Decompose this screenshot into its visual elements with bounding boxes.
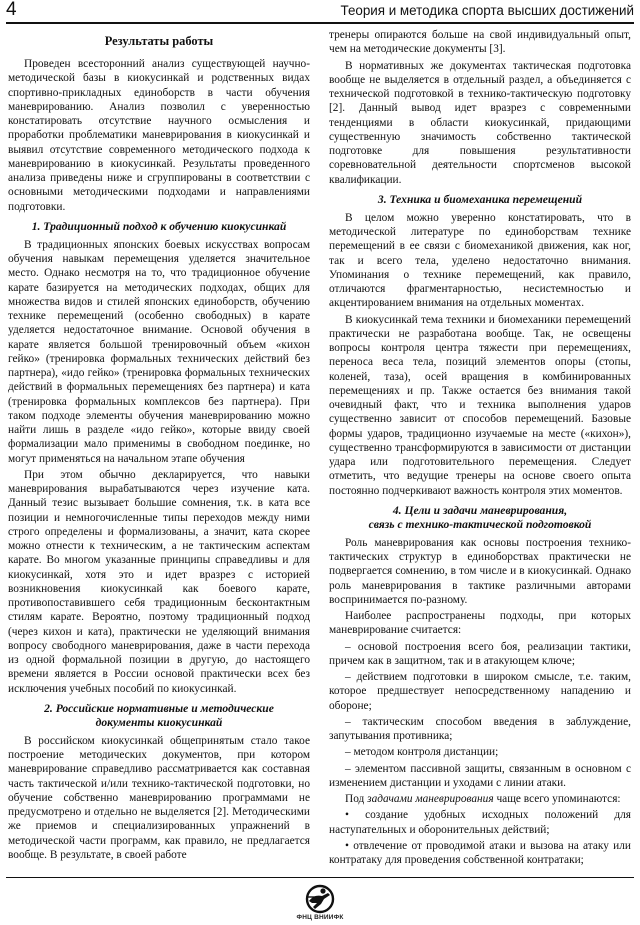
tasks-lead-after: чаще всего упоминаются:: [493, 793, 621, 805]
paragraph: Роль маневрирования как основы построения технико-тактических структур в единоборствах практически не подвергается сомнению, в том числе и в киокусинкай. Однако роль маневрирования в тактике различными авторами воспринимается по-разному.: [329, 536, 631, 606]
subsection-4-title-line1: 4. Цели и задачи маневрирования,: [392, 503, 568, 517]
paragraph: В российском киокусинкай общепринятым стало такое построение методических документов, при котором маневрирование справедливо рассматривается как составная часть тактической и/или технико-тактической подготовки, но обучение собственно маневрированию программами не предусмотрено и отдельно не выделяется [2]. Методическими же приемов и специализированных упражнений в методической части программ, как правило, не предлагается вообще. В результате, в своей работе: [8, 734, 310, 861]
paragraph: В киокусинкай тема техники и биомеханики перемещений практически не разработана вообще. Так, не освещены вопросы контроля центра тяжести при перемещениях, переноса веса тела, позиций элементов опоры (стопы, коленей, таза), осей вращения в комбинированных перемещениях и пр. Также остается без внимания такой очевидный факт, что и техника выполнения ударов существенно зависит от способов перемещений. Базовые формы ударов, традиционно изучаемые на месте («кихон»), существенно трансформируются в зависимости от дистанции удара или подготовительного перемещения. Следует отметить, что ведущие тренеры на основе своего опыта постоянно подчеркивают важность контроля этих моментов.: [329, 313, 631, 497]
running-title: Теория и методика спорта высших достижений: [340, 3, 634, 18]
list-item: – основой построения всего боя, реализации тактики, причем как в защитном, так и в атакующем ключе;: [329, 640, 631, 667]
paragraph: Наиболее распространены подходы, при которых маневрирование считается:: [329, 610, 631, 637]
footer-logo: [280, 884, 360, 924]
subsection-4-title: [329, 504, 631, 532]
subsection-2-title-line1: 2. Российские нормативные и методические: [44, 701, 274, 715]
subsection-4-title-line2: связь с технико-тактической подготовкой: [368, 517, 592, 531]
left-column: [8, 30, 310, 872]
footer-rule: [6, 877, 634, 878]
header-rule: [6, 22, 634, 24]
vniifk-logo-icon: [303, 884, 337, 914]
subsection-3-title: 3. Техника и биомеханика перемещений: [377, 192, 583, 206]
list-item: – методом контроля дистанции;: [345, 746, 499, 759]
paragraph: В традиционных японских боевых искусствах вопросам обучения навыкам перемещения уделяется значительное место. Однако несмотря на то, что традиционное обучение карате базируется на методических подходах, общих для множества видов и стилей японских единоборств, обучению технике перемещений (особенно свободных) в карате уделяется недостаточное внимание. Основой обучения в карате является большой тренировочный объем «кихон гейко» (тренировка формальных технических действий без партнера), «идо гейко» (тренировка формальных технических действий в формальных перемещениях без партнера) и ката (тренировка формальных комплексов без партнера). При таком подходе элементы обучения маневрированию можно найти лишь в разделе «идо гейко», которые ввиду своей формализации мало применимы в свободном поединке, но могут применяться на начальном этапе обучения: [8, 238, 310, 465]
section-title: Результаты работы: [104, 34, 214, 48]
list-item: – тактическим способом введения в заблуждение, запутывания противника;: [329, 715, 631, 742]
paragraph: В нормативных же документах тактическая подготовка вообще не выделяется в отдельный раздел, а объединяется с технической подготовкой в технико-тактическую подготовку [2]. Данный вывод идет вразрез с современными тенденциями в области киокусинкай, придающими существенную значимость собственно тактической подготовке для повышения результативности соревновательной деятельности спортсменов высокой квалификации.: [329, 59, 631, 186]
bullet-item: • отвлечение от проводимой атаки и вызова на атаку или контратаку для проведения собственной контратаки;: [329, 839, 631, 866]
subsection-2-title-line2: документы киокусинкай: [95, 715, 223, 729]
subsection-1-title: 1. Традиционный подход к обучению киокусинкай: [31, 219, 287, 233]
tasks-lead-before: Под: [345, 793, 368, 805]
bullet-item: • создание удобных исходных положений для наступательных и оборонительных действий;: [329, 809, 631, 836]
list-item: – элементом пассивной защиты, связанным в основном с изменением дистанции и уходами с линии атаки.: [329, 762, 631, 789]
continued-paragraph: тренеры опираются больше на свой индивидуальный опыт, чем на методические документы [3].: [329, 29, 631, 56]
list-item: – действием подготовки в широком смысле, т.е. таким, которое предшествует непосредственному нападению и обороне;: [329, 671, 631, 712]
paragraph: В целом можно уверенно констатировать, что в методической литературе по единоборствам технике перемещений в ее связи с биомеханикой движения, как ног, так и всего тела, уделено недостаточно внимания. Упоминания о технике перемещений, как правило, отличаются фрагментарностью, несистемностью и акцентированием внимания на отдельных моментах.: [329, 211, 631, 310]
page-number: 4: [6, 0, 17, 20]
subsection-2-title: [8, 702, 310, 730]
tasks-term: задачами маневрирования: [367, 793, 494, 805]
page-header: [6, 2, 634, 21]
right-column: [329, 28, 631, 870]
intro-paragraph: Проведен всесторонний анализ существующей научно-методической базы в киокусинкай и родственных видах спортивно-прикладных единоборств в части обучения маневрированию. Анализ позволил с уверенностью констатировать отсутствие научного осмысления и проработки проблематики маневрирования в киокусинкай и выявил отсутствие современного методического подхода к маневрированию в киокусинкай. Результаты проведенного анализа приведены ниже и сгруппированы в соответствии с основными методическими подходами и направлениями подготовки.: [8, 58, 310, 213]
logo-text: ФНЦ ВНИИФК: [296, 914, 344, 921]
tasks-lead-paragraph: [329, 792, 631, 806]
paragraph: При этом обычно декларируется, что навыки маневрирования вырабатываются через изучение ката. Данный тезис вызывает большие сомнения, т.к. в ката все позиции и немногочисленные типы переходов между ними строго определены и формализованы, а значит, ката скорее можно отнести к техническим, а не тактическим аспектам карате. Во многом указанные принципы справедливы и для киокусинкай, хотя это и идет вразрез с историей возникновения киокусинкай как боевого карате, противопоставившего себя традиционным бесконтактным стилям карате. Вероятно, поэтому традиционный подход (через кихон и ката), практически не уделяющий внимания вопросу свободного маневрирования, даже в части перехода из одной формальной позиции в другую, до настоящего времени является в России основой практически всех без исключения учебных пособий по киокусинкай.: [8, 468, 310, 695]
